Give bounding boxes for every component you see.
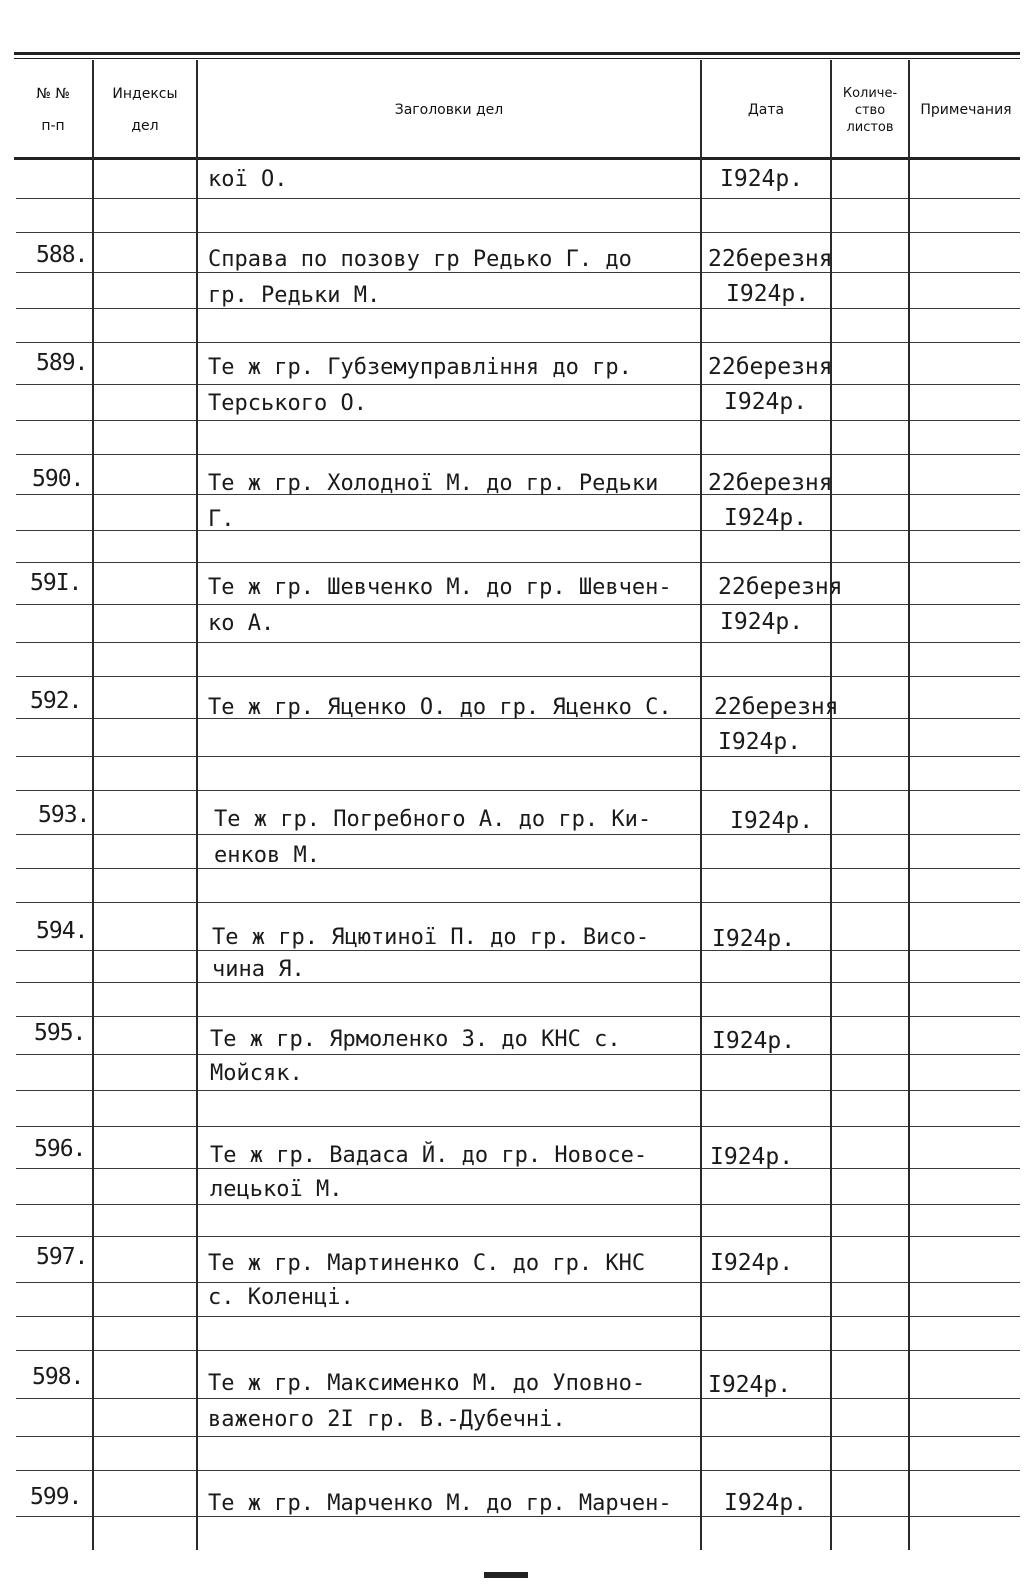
ruled-line [94, 1436, 196, 1437]
ruled-line [832, 1204, 908, 1205]
ruled-line [910, 982, 1020, 983]
ruled-line [702, 1282, 830, 1283]
ruled-line [94, 384, 196, 385]
ruled-line [910, 308, 1020, 309]
ruled-line [910, 530, 1020, 531]
record-date-year: І924р. [724, 389, 808, 415]
ruled-line [198, 1016, 700, 1017]
record-number: 599. [30, 1484, 82, 1510]
record-title-line1: Те ж гр. Вадаса Й. до гр. Новосе- [210, 1143, 648, 1168]
record-date-year: І924р. [708, 1372, 792, 1398]
ruled-line [16, 1016, 92, 1017]
record-number: 598. [32, 1364, 84, 1390]
ruled-line [910, 676, 1020, 677]
record-date [714, 690, 854, 760]
ruled-line [910, 198, 1020, 199]
ruled-line [16, 530, 92, 531]
record-date-year: І924р. [726, 281, 810, 307]
ruled-line [16, 1204, 92, 1205]
ruled-line [910, 1204, 1020, 1205]
ruled-line [702, 342, 830, 343]
record-date-day: 22березня [708, 246, 833, 272]
ruled-line [198, 1236, 700, 1237]
ruled-line [910, 420, 1020, 421]
record-title-line2: Мойсяк. [210, 1061, 303, 1086]
ruled-line [94, 790, 196, 791]
ruled-line [910, 1282, 1020, 1283]
ruled-line [16, 834, 92, 835]
header-num-line1: № № [36, 86, 70, 102]
ruled-line [910, 494, 1020, 495]
ruled-line [94, 1090, 196, 1091]
ruled-line [702, 1470, 830, 1471]
ruled-line [198, 790, 700, 791]
ruled-line [910, 454, 1020, 455]
header-sheets [832, 62, 908, 158]
ruled-line [832, 1350, 908, 1351]
record-title-line1: Те ж гр. Губземуправління до гр. [208, 355, 632, 380]
ruled-line [94, 676, 196, 677]
record-date-year: І924р. [710, 1250, 794, 1276]
record-date-day: 22березня [708, 470, 833, 496]
ruled-line [16, 1236, 92, 1237]
ruled-line [702, 1126, 830, 1127]
record-date-year: І924р. [724, 505, 808, 531]
header-title [198, 62, 700, 158]
record-number: 595. [34, 1020, 86, 1046]
ruled-line [16, 604, 92, 605]
ruled-line [16, 384, 92, 385]
ruled-line [94, 902, 196, 903]
ruled-line [16, 1350, 92, 1351]
header-num-line2: п-п [41, 118, 65, 134]
ruled-line [94, 232, 196, 233]
ruled-line [16, 342, 92, 343]
ruled-line [16, 790, 92, 791]
ruled-line [198, 902, 700, 903]
ruled-line [832, 790, 908, 791]
ruled-line [910, 232, 1020, 233]
col-divider-5 [908, 60, 910, 1550]
header-index [94, 62, 196, 158]
ruled-line [94, 1204, 196, 1205]
header-date [702, 62, 830, 158]
record-date [708, 1368, 848, 1403]
ruled-line [702, 902, 830, 903]
record-title-line1: кої О. [208, 167, 288, 192]
ruled-line [832, 232, 908, 233]
record-title-line1: Те ж гр. Марченко М. до гр. Марчен- [208, 1491, 672, 1516]
ruled-line [198, 676, 700, 677]
header-sheets-line1: Количе- [842, 85, 898, 101]
ruled-line [16, 272, 92, 273]
ruled-line [910, 342, 1020, 343]
record-number: 592. [30, 688, 82, 714]
record-title-line2: гр. Редьки М. [208, 283, 381, 308]
ruled-line [94, 1398, 196, 1399]
record-date [708, 1024, 848, 1059]
ruled-line [94, 1350, 196, 1351]
record-date [708, 466, 848, 536]
record-title-line1: Те ж гр. Ярмоленко З. до КНС с. [210, 1027, 621, 1052]
ruled-line [832, 868, 908, 869]
ruled-line [94, 1168, 196, 1169]
record-number: 59І. [30, 570, 82, 596]
header-sheets-line3: листов [846, 119, 894, 135]
record-title-line2: Г. [208, 507, 235, 532]
ruled-line [16, 232, 92, 233]
record-number: 590. [32, 466, 84, 492]
ruled-line [832, 420, 908, 421]
ruled-line [94, 1054, 196, 1055]
ruled-line [198, 454, 700, 455]
ruled-line [94, 950, 196, 951]
header-num [14, 62, 92, 158]
ruled-line [832, 1236, 908, 1237]
ruled-line [94, 982, 196, 983]
ruled-line [198, 1350, 700, 1351]
ruled-line [910, 1470, 1020, 1471]
record-date-year: І924р. [712, 926, 796, 952]
ruled-line [16, 868, 92, 869]
ruled-line [702, 198, 830, 199]
ruled-line [702, 1316, 830, 1317]
header-title-text: Заголовки дел [394, 102, 504, 118]
ruled-line [832, 198, 908, 199]
record-date [708, 1486, 848, 1521]
record-date [708, 1140, 848, 1175]
ruled-line [94, 530, 196, 531]
ruled-line [16, 1282, 92, 1283]
record-title-line2: енков М. [214, 843, 320, 868]
record-number: 593. [38, 802, 90, 828]
record-title-line2: лецької М. [210, 1177, 343, 1202]
ruled-line [16, 1168, 92, 1169]
ruled-line [94, 342, 196, 343]
ruled-line [198, 1316, 700, 1317]
ruled-line [16, 950, 92, 951]
record-date-year: І924р. [712, 1028, 796, 1054]
ruled-line [702, 420, 830, 421]
ruled-line [832, 902, 908, 903]
ruled-line [702, 1204, 830, 1205]
ruled-line [16, 1516, 92, 1517]
record-title-line1: Те ж гр. Погребного А. до гр. Ки- [214, 807, 652, 832]
ruled-line [16, 1470, 92, 1471]
ruled-line [910, 902, 1020, 903]
ruled-line [94, 868, 196, 869]
ruled-line [702, 1350, 830, 1351]
ruled-line [832, 642, 908, 643]
top-rule-thin [14, 58, 1020, 59]
ruled-line [832, 1470, 908, 1471]
ruled-line [832, 342, 908, 343]
ruled-line [94, 1316, 196, 1317]
ruled-line [16, 1126, 92, 1127]
record-date [708, 242, 848, 312]
ruled-line [910, 1436, 1020, 1437]
ruled-line [702, 1236, 830, 1237]
ruled-line [198, 1470, 700, 1471]
ruled-line [832, 1090, 908, 1091]
record-date [708, 922, 848, 957]
ruled-line [94, 1282, 196, 1283]
ruled-line [910, 604, 1020, 605]
record-title-line1: Те ж гр. Яценко О. до гр. Яценко С. [208, 695, 672, 720]
ruled-line [910, 756, 1020, 757]
ruled-line [16, 454, 92, 455]
ruled-line [198, 1126, 700, 1127]
ruled-line [94, 642, 196, 643]
ruled-line [16, 562, 92, 563]
record-date [708, 350, 848, 420]
header-notes-text: Примечания [920, 102, 1012, 118]
record-title-line2: с. Коленці. [208, 1285, 354, 1310]
ruled-line [832, 676, 908, 677]
record-title-line2: чина Я. [212, 957, 305, 982]
ruled-line [832, 1282, 908, 1283]
ruled-line [910, 1236, 1020, 1237]
record-title-line2: Терського О. [208, 391, 367, 416]
ruled-line [94, 272, 196, 273]
ruled-line [832, 982, 908, 983]
ruled-line [94, 494, 196, 495]
record-title-line1: Те ж гр. Максименко М. до Уповно- [208, 1371, 646, 1396]
ruled-line [910, 1398, 1020, 1399]
record-date-year: І924р. [720, 166, 804, 192]
record-title-line1: Те ж гр. Яцютиної П. до гр. Висо- [212, 925, 650, 950]
ruled-line [198, 562, 700, 563]
col-divider-2 [196, 60, 198, 1550]
record-date-year: І924р. [718, 729, 802, 755]
ruled-line [910, 868, 1020, 869]
record-title-line1: Справа по позову гр Редько Г. до [208, 247, 632, 272]
ruled-line [16, 308, 92, 309]
record-date-year: І924р. [730, 808, 814, 834]
record-number: 588. [36, 242, 88, 268]
record-title-line1: Те ж гр. Холодної М. до гр. Редьки [208, 471, 659, 496]
ruled-line [94, 1016, 196, 1017]
ruled-line [910, 1016, 1020, 1017]
ruled-line [94, 420, 196, 421]
record-title-line2: ко А. [208, 611, 275, 636]
record-date-year: І924р. [720, 609, 804, 635]
ruled-line [198, 342, 700, 343]
ruled-line [94, 834, 196, 835]
ruled-line [16, 1090, 92, 1091]
record-number: 594. [36, 918, 88, 944]
ruled-line [910, 950, 1020, 951]
ruled-line [910, 1126, 1020, 1127]
ruled-line [94, 454, 196, 455]
ruled-line [16, 198, 92, 199]
ruled-line [910, 384, 1020, 385]
page-footer-mark [484, 1572, 528, 1578]
ruled-line [94, 604, 196, 605]
ruled-line [94, 718, 196, 719]
record-date [708, 1246, 848, 1281]
ruled-line [198, 232, 700, 233]
record-date-day: 22березня [714, 694, 839, 720]
ruled-line [702, 1090, 830, 1091]
ruled-line [910, 718, 1020, 719]
ruled-line [94, 1126, 196, 1127]
record-date-year: І924р. [724, 1490, 808, 1516]
ruled-line [702, 676, 830, 677]
header-notes [910, 62, 1022, 158]
record-date-day: 22березня [718, 574, 843, 600]
header-sheets-line2: ство [854, 102, 886, 118]
ruled-line [16, 1398, 92, 1399]
ruled-line [16, 756, 92, 757]
ruled-line [94, 1236, 196, 1237]
ruled-line [16, 420, 92, 421]
ruled-line [832, 562, 908, 563]
ruled-line [16, 982, 92, 983]
ruled-line [16, 1316, 92, 1317]
record-date [708, 162, 848, 197]
ruled-line [16, 1054, 92, 1055]
ruled-line [702, 868, 830, 869]
ruled-line [94, 308, 196, 309]
record-number: 597. [36, 1244, 88, 1270]
ruled-line [94, 198, 196, 199]
ruled-line [832, 454, 908, 455]
ruled-line [16, 718, 92, 719]
record-title-line1: Те ж гр. Мартиненко С. до гр. КНС [208, 1251, 646, 1276]
ruled-line [16, 902, 92, 903]
ruled-line [832, 1436, 908, 1437]
ruled-line [832, 1016, 908, 1017]
record-date [718, 570, 858, 640]
ruled-line [910, 1168, 1020, 1169]
ruled-line [94, 756, 196, 757]
ruled-line [702, 1016, 830, 1017]
ruled-line [702, 454, 830, 455]
ruled-line [94, 1516, 196, 1517]
ruled-line [16, 494, 92, 495]
ruled-line [910, 1350, 1020, 1351]
ruled-line [702, 232, 830, 233]
ruled-line [702, 982, 830, 983]
record-title-line2: важеного 2І гр. В.-Дубечні. [208, 1407, 566, 1432]
ruled-line [702, 562, 830, 563]
ruled-line [16, 1436, 92, 1437]
ruled-line [910, 1516, 1020, 1517]
ruled-line [832, 1126, 908, 1127]
record-number: 589. [36, 350, 88, 376]
ruled-line [198, 198, 700, 199]
ruled-line [94, 562, 196, 563]
ruled-line [910, 1054, 1020, 1055]
record-date-year: І924р. [710, 1144, 794, 1170]
ruled-line [16, 642, 92, 643]
ruled-line [198, 642, 700, 643]
record-date-day: 22березня [708, 354, 833, 380]
ruled-line [910, 642, 1020, 643]
record-number: 596. [34, 1136, 86, 1162]
record-date [708, 804, 848, 839]
ruled-line [198, 756, 700, 757]
ruled-line [16, 676, 92, 677]
ruled-line [702, 790, 830, 791]
record-title-line1: Те ж гр. Шевченко М. до гр. Шевчен- [208, 575, 672, 600]
ruled-line [910, 834, 1020, 835]
header-index-line2: дел [131, 118, 159, 134]
ruled-line [910, 272, 1020, 273]
ruled-line [910, 1316, 1020, 1317]
top-rule [14, 52, 1020, 55]
header-date-text: Дата [747, 102, 785, 118]
ruled-line [910, 1090, 1020, 1091]
ruled-line [702, 642, 830, 643]
ruled-line [910, 790, 1020, 791]
ruled-line [910, 562, 1020, 563]
ruled-line [702, 1436, 830, 1437]
ruled-line [94, 1470, 196, 1471]
ruled-line [832, 1316, 908, 1317]
header-index-line1: Индексы [112, 86, 178, 102]
